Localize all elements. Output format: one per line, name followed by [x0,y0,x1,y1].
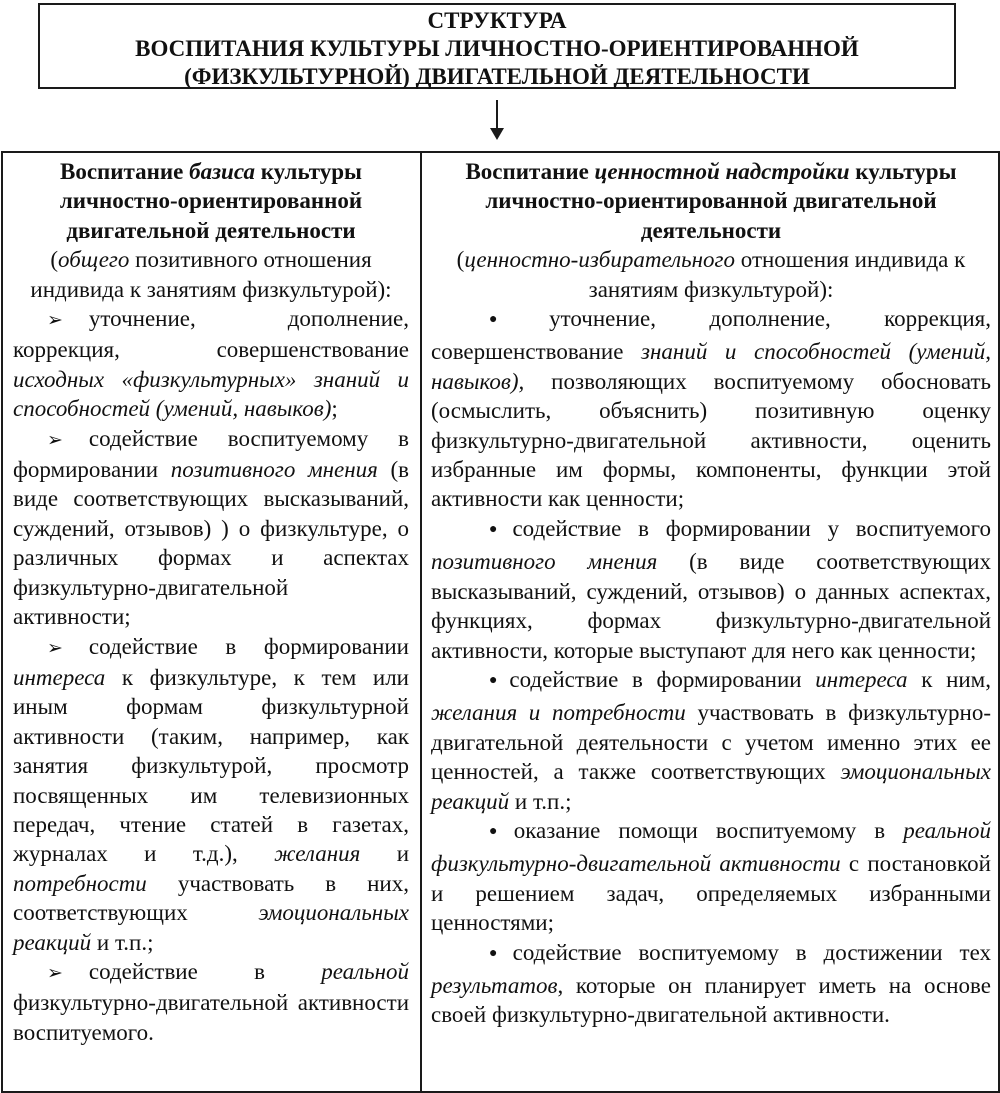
left-column-header: Воспитание базиса культуры личностно-ориентированной двигательной деятельности [59,159,363,243]
left-list-item-4: ➢ содействие в реальной физкультурно-двигательной активности воспитуемого. [13,958,409,1045]
left-column-subheader: (общего позитивного отношения индивида к занятиям физкультурой): [30,247,392,302]
right-list-item-4: ● оказание помощи воспитуемому в реальной физкультурно-двигательной активности с постановкой и решением задач, определяемых избранными ценностями; [431,817,991,936]
down-arrow-line [496,100,498,131]
right-column-header: Воспитание ценностной надстройки культуры личностно-ориентированной двигательной деятельности [465,159,957,243]
title-line-1: СТРУКТУРА [427,8,567,33]
bullet-dot-icon: ● [489,945,509,961]
column-divider [420,153,422,1091]
down-arrow-icon [490,128,504,140]
structure-table [1,151,1000,1093]
left-list-item-3: ➢ содействие в формировании интереса к физкультуре, к тем или иным формам физкультурной активности (таким, например, как занятия физкультурой, просмотр посвященных им телевизионных передач, чтение статей в газетах, журналах и т.д.), желания и потребности участвовать в них, соответствующих эмоциональных реакций и т.п.; [13,633,409,955]
bullet-dot-icon: ● [489,312,546,328]
arrow-bullet-icon: ➢ [47,962,63,984]
arrow-bullet-icon: ➢ [47,429,63,451]
arrow-bullet-icon: ➢ [47,310,63,332]
left-list-item-1: ➢ уточнение, дополнение, коррекция, совершенствование исходных «физкультурных» знаний и способностей (умений, навыков); [13,306,409,422]
bullet-dot-icon: ● [489,823,510,839]
right-list-item-5: ● содействие воспитуемому в достижении тех результатов, которые он планирует иметь на основе своей физкультурно-двигательной активности. [431,939,991,1028]
title-line-3: (ФИЗКУЛЬТУРНОЙ) ДВИГАТЕЛЬНОЙ ДЕЯТЕЛЬНОСТИ [184,64,810,89]
left-list-item-2: ➢ содействие воспитуемому в формировании позитивного мнения (в виде соответствующих высказываний, суждений, отзывов) ) о физкультуре, о различных формах и аспектах физкультурно-двигательной активности; [13,425,409,630]
arrow-bullet-icon: ➢ [47,637,63,659]
title-line-2: ВОСПИТАНИЯ КУЛЬТУРЫ ЛИЧНОСТНО-ОРИЕНТИРОВАННОЙ [135,36,859,61]
right-list-item-3: ● содействие в формировании интереса к ним, желания и потребности участвовать в физкультурно-двигательной деятельности с учетом именно этих ее ценностей, а также соответствующих эмоциональных реакций и т.п.; [431,666,992,814]
bullet-dot-icon: ● [489,672,506,688]
left-column [13,157,409,1047]
right-column [431,157,991,1030]
right-list-item-1: ● уточнение, дополнение, коррекция, совершенствование знаний и способностей (умений, навыков), позволяющих воспитуемому обосновать (осмыслить, объяснить) позитивную оценку физкультурно-двигательной активности, оценить избранные им формы, компоненты, функции этой активности как ценности; [431,306,991,512]
right-column-subheader: (ценностно-избирательного отношения индивида к занятиям физкультурой): [456,247,966,302]
bullet-dot-icon: ● [489,521,509,537]
right-list-item-2: ● содействие в формировании у воспитуемого позитивного мнения (в виде соответствующих высказываний, суждений, отзывов) о данных аспектах, функциях, формах физкультурно-двигательной активности, которые выступают для него как ценности; [431,515,992,663]
title-box [38,3,956,89]
